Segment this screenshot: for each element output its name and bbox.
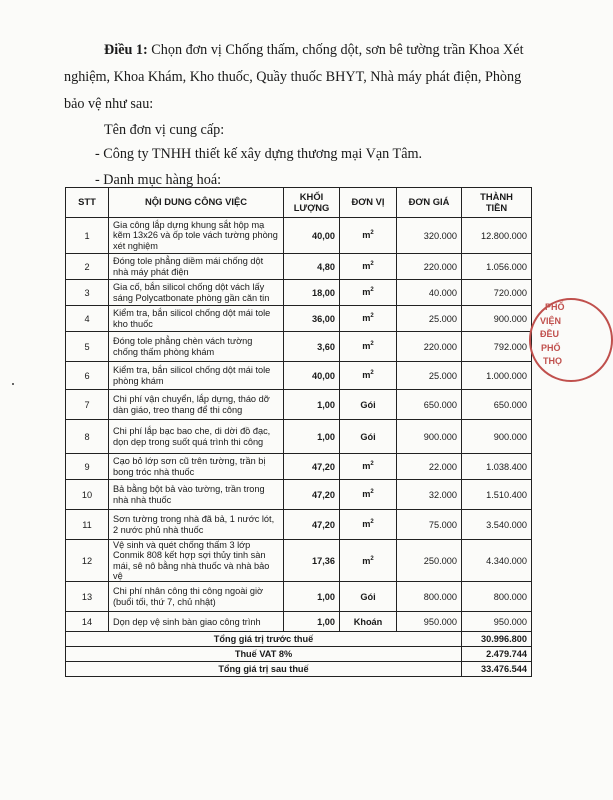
supplier-label: Tên đơn vị cung cấp: [104,122,225,138]
row-quantity: 1,00 [284,612,340,632]
row-stt: 10 [66,480,109,510]
quotation-table [65,187,532,677]
row-unit-price: 25.000 [397,306,462,332]
summary-label: Tổng giá trị sau thuế [66,662,462,677]
row-unit [340,612,397,632]
row-quantity: 47,20 [284,510,340,540]
row-unit-price: 22.000 [397,454,462,480]
unit-text: m [362,313,371,324]
summary-label: Tổng giá trị trước thuế [66,632,462,647]
row-quantity: 36,00 [284,306,340,332]
table-row [66,540,532,582]
row-stt: 7 [66,390,109,420]
row-description: Sơn tường trong nhà đã bả, 1 nước lót, 2 nước phủ nhà thuốc [109,510,284,540]
unit-text: m [362,370,371,381]
row-unit [340,332,397,362]
row-unit-price: 32.000 [397,480,462,510]
row-total: 900.000 [462,306,532,332]
row-unit-price: 220.000 [397,254,462,280]
table-row [66,332,532,362]
row-quantity: 40,00 [284,218,340,254]
row-total: 3.540.000 [462,510,532,540]
row-unit-price: 900.000 [397,420,462,454]
goods-label: - Danh mục hàng hoá: [95,172,222,188]
article-heading-line2: nghiệm, Khoa Khám, Kho thuốc, Quầy thuốc BHYT, Nhà máy phát điện, Phòng [64,69,522,85]
unit-exponent: 2 [370,230,374,237]
table-header-row [66,188,532,218]
row-quantity: 1,00 [284,582,340,612]
row-total: 12.800.000 [462,218,532,254]
row-stt: 5 [66,332,109,362]
row-quantity: 18,00 [284,280,340,306]
article-heading-line3: bảo vệ như sau: [64,96,154,112]
table-row [66,218,532,254]
row-total: 1.038.400 [462,454,532,480]
unit-exponent: 2 [370,461,374,468]
summary-value: 33.476.544 [462,662,532,677]
row-description: Gia cố, bắn silicol chống dột vách lấy sáng Polycatbonate phòng gần căn tin [109,280,284,306]
row-unit-price: 220.000 [397,332,462,362]
row-unit [340,454,397,480]
row-stt: 11 [66,510,109,540]
row-total: 792.000 [462,332,532,362]
row-quantity: 47,20 [284,480,340,510]
table-row [66,454,532,480]
table-row [66,390,532,420]
table-row [66,254,532,280]
row-unit [340,254,397,280]
table-row [66,612,532,632]
row-unit-price: 320.000 [397,218,462,254]
row-description: Vệ sinh và quét chống thấm 3 lớp Conmik 808 kết hợp sợi thủy tinh sàn mái, sê nô bằng nhà thuốc và nhà bảo vệ [109,540,284,582]
row-unit [340,280,397,306]
scan-speck [12,383,14,385]
article-text: Chọn đơn vị Chống thấm, chống dột, sơn bê tường trần Khoa Xét [147,42,524,58]
summary-value: 2.479.744 [462,647,532,662]
row-quantity: 3,60 [284,332,340,362]
row-quantity: 1,00 [284,420,340,454]
summary-row [66,662,532,677]
row-unit-price: 75.000 [397,510,462,540]
row-unit [340,306,397,332]
header-unit: ĐƠN VỊ [340,188,397,218]
row-description: Chi phí vận chuyển, lắp dựng, tháo dỡ dàn giáo, treo thang để thi công [109,390,284,420]
row-total: 900.000 [462,420,532,454]
summary-row [66,647,532,662]
row-unit-price: 250.000 [397,540,462,582]
row-unit [340,540,397,582]
row-description: Dọn dẹp vệ sinh bàn giao công trình [109,612,284,632]
unit-exponent: 2 [370,489,374,496]
row-stt: 2 [66,254,109,280]
row-total: 800.000 [462,582,532,612]
header-total: THÀNH TIỀN [462,188,532,218]
table-row [66,510,532,540]
table-row [66,582,532,612]
row-unit-price: 40.000 [397,280,462,306]
row-stt: 4 [66,306,109,332]
header-stt: STT [66,188,109,218]
unit-exponent: 2 [370,261,374,268]
summary-value: 30.996.800 [462,632,532,647]
unit-text: m [362,519,371,530]
table-row [66,480,532,510]
unit-exponent: 2 [370,555,374,562]
row-description: Đóng tole phẳng chèn vách tường chống thấm phòng khám [109,332,284,362]
row-total: 950.000 [462,612,532,632]
row-description: Chi phí lắp bạc bao che, di dời đồ đạc, dọn dẹp trong suốt quá trình thi công [109,420,284,454]
row-unit [340,362,397,390]
row-quantity: 47,20 [284,454,340,480]
row-unit-price: 800.000 [397,582,462,612]
row-stt: 12 [66,540,109,582]
row-description: Bả bằng bột bả vào tường, trần trong nhà nhà thuốc [109,480,284,510]
row-unit [340,480,397,510]
unit-exponent: 2 [370,313,374,320]
row-unit-price: 650.000 [397,390,462,420]
row-description: Đóng tole phẳng diềm mái chống dột nhà máy phát điện [109,254,284,280]
header-quantity: KHỐI LƯỢNG [284,188,340,218]
row-stt: 14 [66,612,109,632]
row-unit-price: 25.000 [397,362,462,390]
summary-label: Thuế VAT 8% [66,647,462,662]
row-unit [340,510,397,540]
summary-row [66,632,532,647]
row-stt: 8 [66,420,109,454]
table-row [66,280,532,306]
row-unit [340,390,397,420]
supplier-name: - Công ty TNHH thiết kế xây dựng thương mại Vạn Tâm. [95,146,423,162]
row-description: Kiểm tra, bắn silicol chống dột mái tole kho thuốc [109,306,284,332]
unit-text: m [362,341,371,352]
unit-text: m [362,461,371,472]
row-total: 1.000.000 [462,362,532,390]
unit-text: m [362,230,371,241]
header-unit-price: ĐƠN GIÁ [397,188,462,218]
row-unit [340,218,397,254]
unit-text: m [362,489,371,500]
row-unit-price: 950.000 [397,612,462,632]
unit-text: Gói [360,431,376,442]
row-stt: 1 [66,218,109,254]
row-total: 1.056.000 [462,254,532,280]
row-total: 720.000 [462,280,532,306]
unit-text: Gói [360,591,376,602]
row-description: Chi phí nhân công thi công ngoài giờ (buổi tối, thứ 7, chủ nhật) [109,582,284,612]
row-stt: 13 [66,582,109,612]
row-quantity: 1,00 [284,390,340,420]
table-row [66,362,532,390]
unit-exponent: 2 [370,370,374,377]
row-description: Cạo bỏ lớp sơn cũ trên tường, trần bị bong tróc nhà thuốc [109,454,284,480]
row-description: Kiểm tra, bắn silicol chống dột mái tole phòng khám [109,362,284,390]
unit-text: m [362,555,371,566]
row-quantity: 17,36 [284,540,340,582]
article-heading-line1 [104,43,524,57]
unit-exponent: 2 [370,287,374,294]
row-total: 1.510.400 [462,480,532,510]
row-quantity: 4,80 [284,254,340,280]
unit-text: m [362,287,371,298]
row-quantity: 40,00 [284,362,340,390]
table-row [66,306,532,332]
unit-text: m [362,261,371,272]
article-label: Điều 1: [104,42,148,58]
table-row [66,420,532,454]
unit-exponent: 2 [370,519,374,526]
row-stt: 6 [66,362,109,390]
row-stt: 3 [66,280,109,306]
header-description: NỘI DUNG CÔNG VIỆC [109,188,284,218]
row-total: 4.340.000 [462,540,532,582]
red-stamp-seal: PHỐ VIỆN ĐỀU PHỐ THỌ [529,298,613,382]
unit-text: Khoán [353,616,383,627]
unit-exponent: 2 [370,341,374,348]
row-unit [340,420,397,454]
unit-text: Gói [360,399,376,410]
row-total: 650.000 [462,390,532,420]
row-stt: 9 [66,454,109,480]
row-unit [340,582,397,612]
row-description: Gia công lắp dựng khung sắt hộp mạ kẽm 13x26 và ốp tole vách tường phòng xét nghiệm [109,218,284,254]
